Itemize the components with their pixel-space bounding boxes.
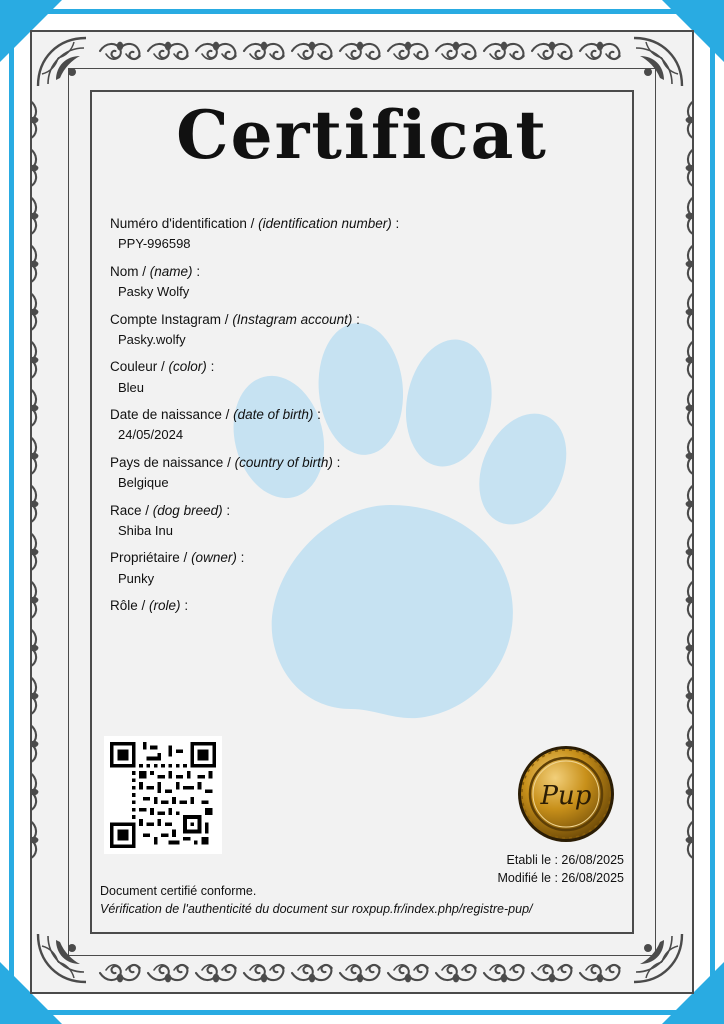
field-label: Nom / (name) : [110,263,201,279]
field-value: 24/05/2024 [118,427,184,443]
field-date-of-birth [110,407,634,443]
field-label: Date de naissance / (date of birth) : [110,407,321,423]
field-owner [110,550,634,586]
date-created: Etabli le : 26/08/2025 [506,852,624,867]
field-list [90,216,634,633]
seal-text: Pup [540,781,592,811]
field-dog-breed [110,503,634,539]
field-label: Pays de naissance / (country of birth) : [110,454,341,470]
field-label: Race / (dog breed) : [110,502,231,518]
field-label: Numéro d'identification / (identification number) : [110,216,400,231]
footer-line-1: Document certifié conforme. [100,883,257,898]
field-role [110,598,634,633]
field-color [110,359,634,395]
field-value: Shiba Inu [118,522,173,538]
footer-note [100,882,533,918]
field-country-of-birth [110,455,634,491]
field-value: Punky [118,570,155,586]
qr-code-icon[interactable] [104,736,222,854]
field-identification-number [110,216,634,252]
field-label: Rôle / (role) : [110,598,189,614]
wax-seal-icon [514,742,618,846]
field-value [110,618,634,633]
certificate-content [90,92,634,932]
footer-verification-line: Vérification de l'authenticité du document sur roxpup.fr/index.php/registre-pup/ [100,901,533,916]
field-value: Belgique [118,475,169,491]
field-value: PPY-996598 [118,236,191,252]
field-label: Propriétaire / (owner) : [110,550,245,566]
field-value: Bleu [118,379,145,395]
field-label: Compte Instagram / (Instagram account) : [110,311,360,327]
date-modified: Modifié le : 26/08/2025 [497,871,624,886]
field-name [110,264,634,300]
field-value: Pasky.wolfy [118,331,186,347]
page-title: Certificat [176,96,548,174]
field-value: Pasky Wolfy [118,283,190,299]
field-instagram-account [110,312,634,348]
field-label: Couleur / (color) : [110,359,215,375]
